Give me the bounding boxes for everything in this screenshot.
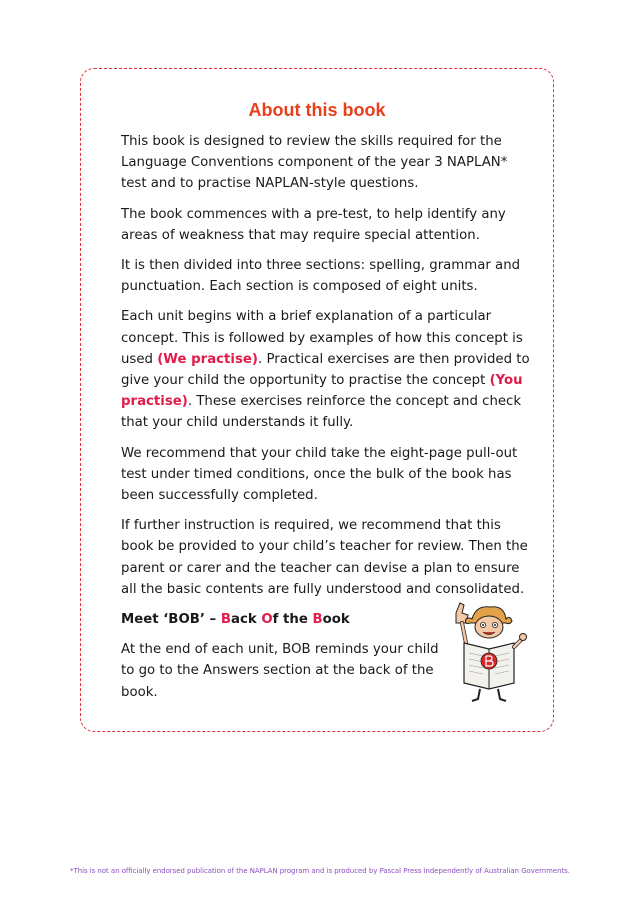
bob-word-1: ack [230, 612, 262, 628]
we-practise-label: (We practise) [157, 351, 258, 367]
paragraph-test: We recommend that your child take the eight-page pull-out test under timed conditions, once the bulk of the book has been successfully completed. [121, 445, 518, 504]
units-text-3: . These exercises reinforce the concept and check that your child understands it fully. [121, 394, 522, 431]
paragraph-intro: This book is designed to review the skills required for the Language Conventions component of the year 3 NAPLAN* test and to practise NAPLAN-style questions. [121, 134, 508, 192]
footnote: *This is not an officially endorsed publication of the NAPLAN program and is produced by Pascal Press independently of Australian Governments. [70, 867, 570, 875]
units-text-2: . Practical exercises are then provided to give your child the opportunity to practise the concept [121, 351, 530, 389]
paragraph-pretest: The book commences with a pre-test, to help identify any areas of weakness that may require special attention. [121, 206, 506, 243]
bob-word-2: f the [272, 612, 313, 628]
bob-letter-b1: B [220, 612, 231, 628]
paragraph-units [121, 306, 531, 433]
bob-letter-o: O [261, 612, 273, 628]
bob-character-illustration [448, 599, 528, 705]
bob-text: At the end of each unit, BOB reminds your child to go to the Answers section at the back of the book. [121, 642, 439, 700]
about-box [80, 68, 554, 732]
paragraph-instruction: If further instruction is required, we recommend that this book be provided to your child’s teacher for review. Then the parent or carer and the teacher can devise a plan to ensure all the basic contents are fully understood and consolidated. [121, 518, 528, 597]
you-practise-label: (You practise) [121, 373, 523, 410]
bob-word-3: ook [322, 612, 350, 628]
page-title: About this book [248, 100, 386, 120]
bob-letter-b2: B [312, 612, 323, 628]
units-text-1: Each unit begins with a brief explanation of a particular concept. This is followed by examples of how this concept is used [121, 309, 523, 367]
bob-heading-prefix: Meet ‘BOB’ – [121, 612, 221, 628]
paragraph-sections: It is then divided into three sections: spelling, grammar and punctuation. Each section is composed of eight units. [121, 258, 521, 295]
